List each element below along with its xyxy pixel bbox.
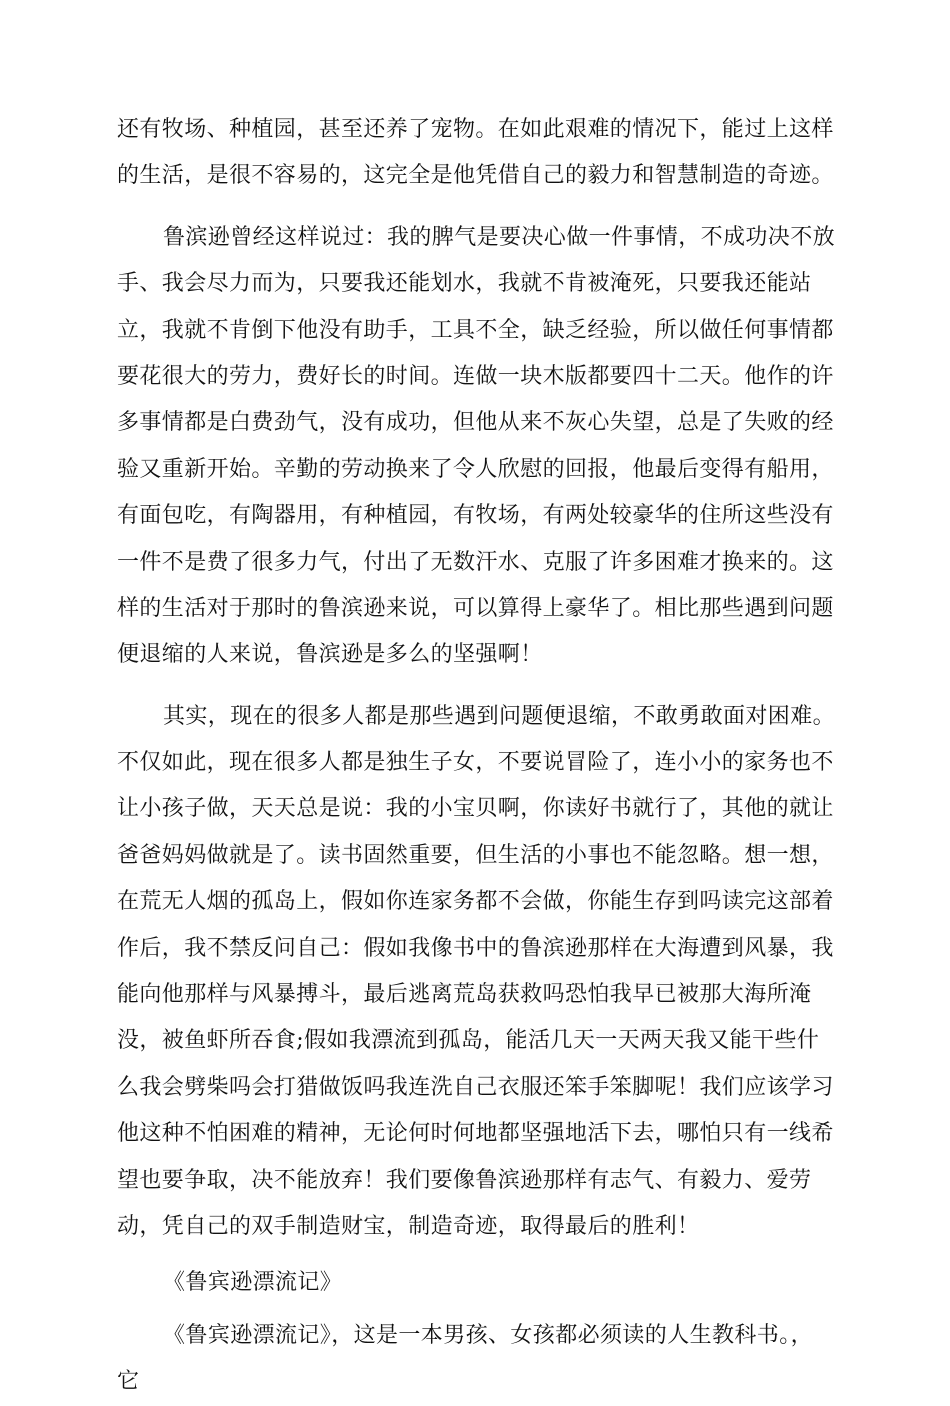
text-line: 么我会劈柴吗会打猎做饭吗我连洗自己衣服还笨手笨脚呢！我们应该学习 xyxy=(117,1074,834,1100)
paragraph-4 xyxy=(117,1313,835,1406)
text-line: 一件不是费了很多力气，付出了无数汗水、克服了许多困难才换来的。这 xyxy=(117,549,834,575)
text-line: 验又重新开始。辛勤的劳动换来了令人欣慰的回报，他最后变得有船用， xyxy=(117,456,834,482)
text-line: 望也要争取，决不能放弃！我们要像鲁滨逊那样有志气、有毅力、爱劳 xyxy=(117,1167,812,1193)
text-line: 立，我就不肯倒下他没有助手，工具不全，缺乏经验，所以做任何事情都 xyxy=(117,317,834,343)
text-line: 便退缩的人来说，鲁滨逊是多么的坚强啊！ xyxy=(117,642,543,668)
paragraph-2 xyxy=(117,215,835,679)
section-heading xyxy=(117,1260,835,1306)
text-line: 鲁滨逊曾经这样说过：我的脾气是要决心做一件事情，不成功决不放 xyxy=(163,224,836,250)
text-line: 其实，现在的很多人都是那些遇到问题便退缩，不敢勇敢面对困难。 xyxy=(163,703,836,729)
text-line: 多事情都是白费劲气，没有成功，但他从来不灰心失望，总是了失败的经 xyxy=(117,410,834,436)
text-line: 动，凭自己的双手制造财宝，制造奇迹，取得最后的胜利！ xyxy=(117,1213,700,1239)
text-line: 还有牧场、种植园，甚至还养了宠物。在如此艰难的情况下，能过上这样 xyxy=(117,117,834,142)
text-line: 手、我会尽力而为，只要我还能划水，我就不肯被淹死，只要我还能站 xyxy=(117,271,812,297)
text-line: 爸爸妈妈做就是了。读书固然重要，但生活的小事也不能忽略。想一想， xyxy=(117,842,834,868)
paragraph-3 xyxy=(117,694,835,1251)
heading-text: 《鲁宾逊漂流记》 xyxy=(163,1270,343,1296)
text-line: 的生活，是很不容易的，这完全是他凭借自己的毅力和智慧制造的奇迹。 xyxy=(117,163,834,189)
text-line: 样的生活对于那时的鲁滨逊来说，可以算得上豪华了。相比那些遇到问题 xyxy=(117,595,834,621)
text-line: 他这种不怕困难的精神，无论何时何地都坚强地活下去，哪怕只有一线希 xyxy=(117,1121,834,1147)
paragraph-1 xyxy=(117,107,835,200)
text-line: 它 xyxy=(117,1369,140,1395)
document-body xyxy=(117,107,835,1406)
text-line: 在荒无人烟的孤岛上，假如你连家务都不会做，你能生存到吗读完这部着 xyxy=(117,889,834,915)
text-line: 不仅如此，现在很多人都是独生子女，不要说冒险了，连小小的家务也不 xyxy=(117,750,834,776)
text-line: 有面包吃，有陶器用，有种植园，有牧场，有两处较豪华的住所这些没有 xyxy=(117,503,834,529)
text-line: 《鲁宾逊漂流记》，这是一本男孩、女孩都必须读的人生教科书。， xyxy=(163,1322,814,1348)
text-line: 作后，我不禁反问自己：假如我像书中的鲁滨逊那样在大海遭到风暴，我 xyxy=(117,935,834,961)
text-line: 要花很大的劳力，费好长的时间。连做一块木版都要四十二天。他作的许 xyxy=(117,363,834,389)
text-line: 没，被鱼虾所吞食;假如我漂流到孤岛，能活几天一天两天我又能干些什 xyxy=(117,1028,820,1054)
text-line: 能向他那样与风暴搏斗，最后逃离荒岛获救吗恐怕我早已被那大海所淹 xyxy=(117,982,812,1008)
text-line: 让小孩子做，天天总是说：我的小宝贝啊，你读好书就行了，其他的就让 xyxy=(117,796,834,822)
